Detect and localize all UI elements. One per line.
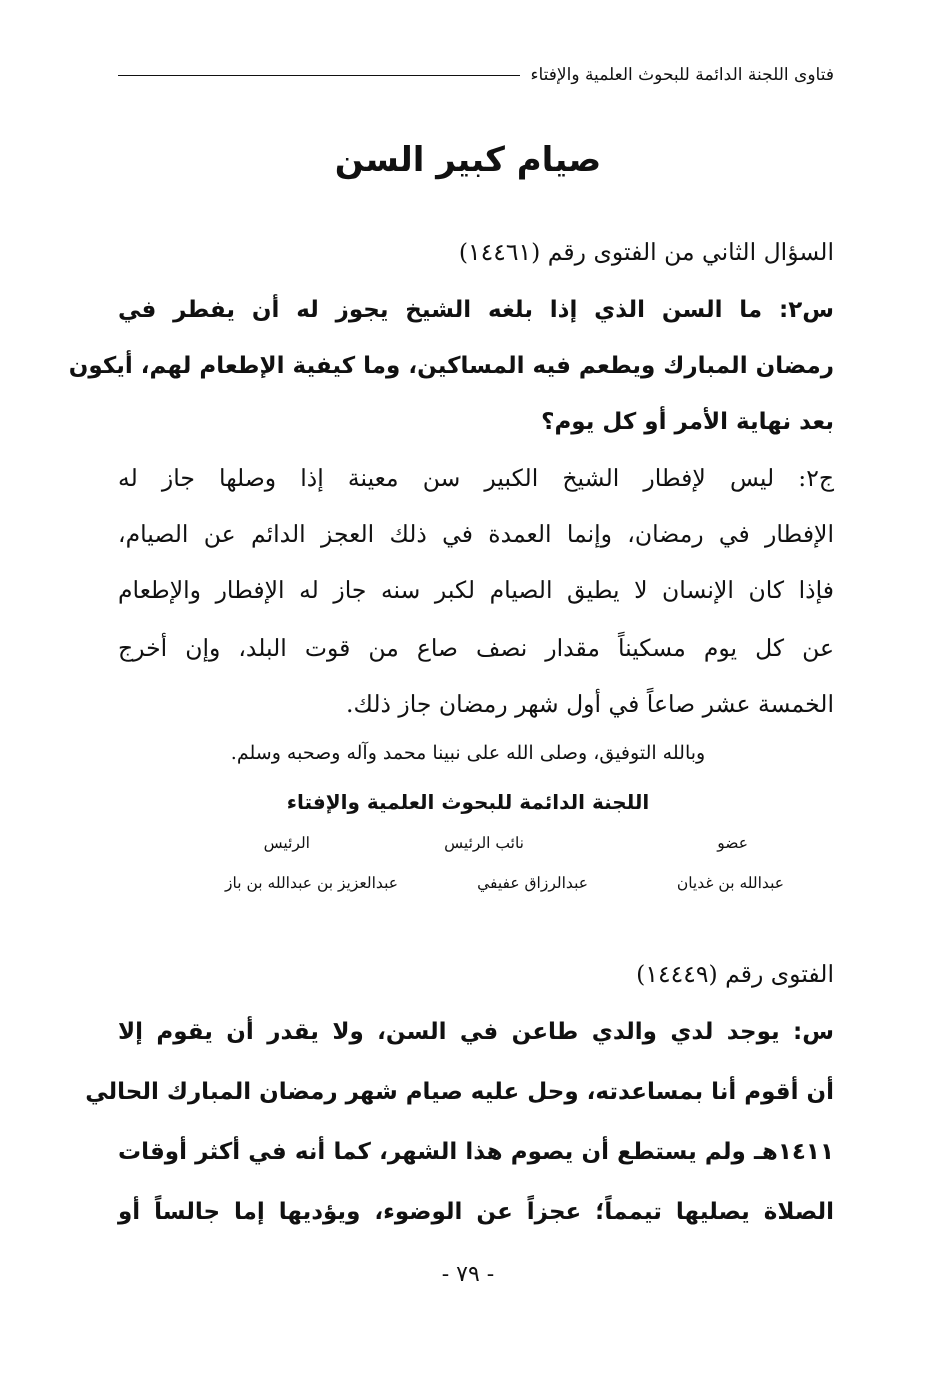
signatory-role-vice-president: نائب الرئيس — [444, 834, 524, 852]
fatwa2-question-line-1: س: يوجد لدي والدي طاعن في السن، ولا يقدر أن يقوم إلا — [118, 1019, 834, 1045]
fatwa2-question-line-2: أن أقوم أنا بمساعدته، وحل عليه صيام شهر رمضان المبارك الحالي — [85, 1079, 834, 1105]
signatory-role-president: الرئيس — [263, 834, 310, 852]
fatwa1-answer-line-2: الإفطار في رمضان، وإنما العمدة في ذلك العجز الدائم عن الصيام، — [118, 520, 834, 548]
fatwa1-question-line-2: رمضان المبارك ويطعم فيه المساكين، وما كيفية الإطعام لهم، أيكون — [68, 353, 834, 379]
fatwa1-answer-line-5: الخمسة عشر صاعاً في أول شهر رمضان جاز ذلك. — [346, 690, 834, 718]
section-title: صيام كبير السن — [334, 140, 602, 180]
fatwa1-intro: السؤال الثاني من الفتوى رقم (١٤٤٦١) — [458, 238, 834, 266]
signatory-role-member: عضو — [717, 834, 748, 852]
signatory-name-president: عبدالعزيز بن عبدالله بن باز — [225, 874, 398, 892]
page-number: - ٧٩ - — [441, 1262, 495, 1287]
signatory-name-member: عبدالله بن غديان — [676, 874, 784, 892]
running-header — [118, 62, 834, 88]
committee-name: اللجنة الدائمة للبحوث العلمية والإفتاء — [286, 790, 650, 814]
fatwa2-intro: الفتوى رقم (١٤٤٤٩) — [636, 960, 834, 988]
fatwa1-answer-line-3: فإذا كان الإنسان لا يطيق الصيام لكبر سنه جاز له الإفطار والإطعام — [118, 576, 834, 604]
fatwa1-question-line-3: بعد نهاية الأمر أو كل يوم؟ — [541, 409, 834, 435]
header-rule — [118, 75, 520, 76]
fatwa1-answer-line-4: عن كل يوم مسكيناً مقدار نصف صاع من قوت البلد، وإن أخرج — [118, 634, 834, 662]
fatwa1-question-line-1: س٢: ما السن الذي إذا بلغه الشيخ يجوز له أن يفطر في — [118, 297, 834, 323]
fatwa1-answer-line-1: ج٢: ليس لإفطار الشيخ الكبير سن معينة إذا وصلها جاز له — [118, 464, 834, 492]
fatwa2-question-line-4: الصلاة يصليها تيمماً؛ عجزاً عن الوضوء، ويؤديها إما جالساً أو — [118, 1199, 834, 1225]
signatory-name-vice-president: عبدالرزاق عفيفي — [477, 874, 588, 892]
header-title: فتاوى اللجنة الدائمة للبحوث العلمية والإفتاء — [530, 65, 834, 85]
fatwa2-question-line-3: ١٤١١هـ ولم يستطع أن يصوم هذا الشهر، كما أنه في أكثر أوقات — [118, 1139, 834, 1165]
closing-prayer: وبالله التوفيق، وصلى الله على نبينا محمد وآله وصحبه وسلم. — [230, 742, 706, 764]
